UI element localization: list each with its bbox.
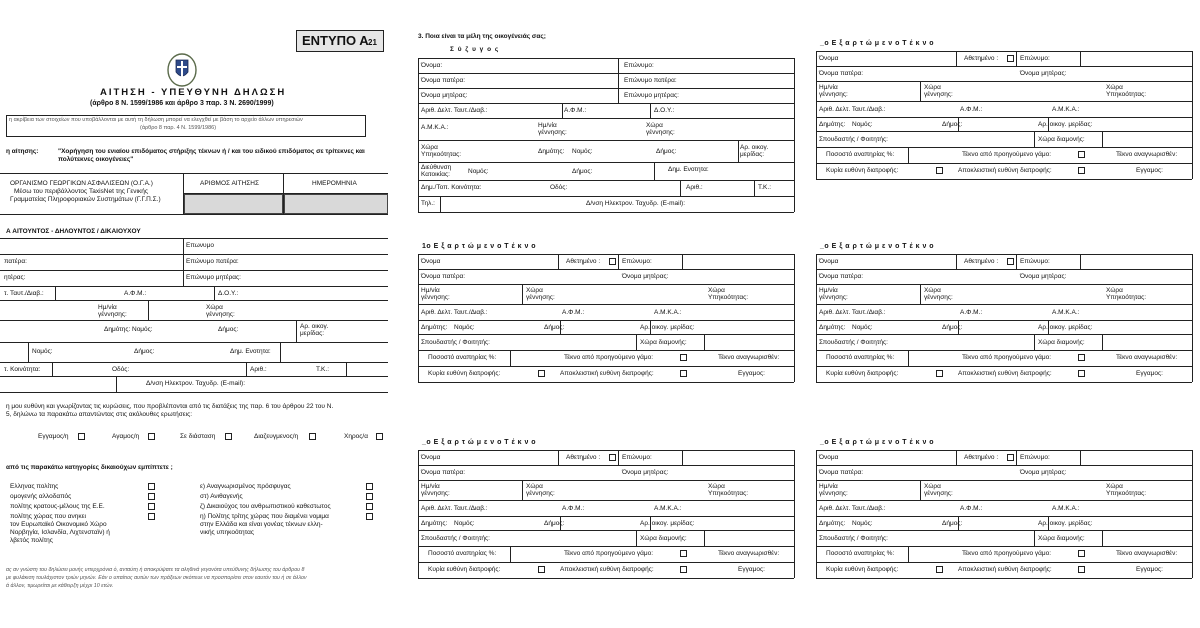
- child-surname: Επώνυμο:: [622, 454, 652, 461]
- child-father-name: Όνομα πατέρα:: [421, 273, 466, 280]
- a-id: τ. Ταυτ./Διαβ.:: [4, 290, 44, 297]
- child-nationality: Χώρα Υπηκοότητας:: [708, 483, 749, 498]
- spouse-prefecture: Νομός:: [572, 148, 593, 155]
- child-family-reg: Αρ. οικογ. μερίδας:: [640, 324, 695, 331]
- dependent-child-block-3: [418, 432, 794, 582]
- child-residence-country: Χώρα διαμονής:: [1038, 136, 1085, 143]
- child-disability: Ποσοστό αναπηρίας %:: [428, 550, 497, 557]
- child-heading: _ο Ε ξ α ρ τ ώ μ ε ν ο Τ έ κ ν ο: [820, 439, 935, 446]
- child-student: Σπουδαστής / Φοιτητής:: [819, 136, 888, 143]
- child-afm: Α.Φ.Μ.:: [960, 505, 983, 512]
- child-student: Σπουδαστής / Φοιτητής:: [421, 535, 490, 542]
- child-custody: Κυρία ευθύνη διατροφής:: [428, 566, 501, 573]
- a-birth-country: Χώρα γέννησης:: [206, 304, 235, 319]
- child-married: Εγγαμος:: [738, 566, 765, 573]
- marital-single: Αγαμος/η: [112, 433, 140, 440]
- child-birth-date: Ημ/νία γέννησης:: [819, 84, 848, 99]
- child-custody: Κυρία ευθύνη διατροφής:: [826, 370, 899, 377]
- child-birth-date: Ημ/νία γέννησης:: [421, 287, 450, 302]
- category-right-2: στ) Ανιθαγενής: [200, 493, 243, 500]
- child-married: Εγγαμος:: [1136, 167, 1163, 174]
- org-line-3: Γραμματείας Πληροφοριακών Συστημάτων (Γ.Γ.Π.Σ.): [10, 196, 161, 203]
- a-father-stub: πατέρα:: [4, 258, 27, 265]
- child-name: Όνομα: [819, 454, 839, 461]
- spouse-municipal-unit: Δημ. Ενοτητα:: [668, 166, 709, 173]
- child-id: Αριθ. Δελτ. Ταυτ./Διαβ.:: [421, 505, 488, 512]
- subject-label: η αίτησης:: [6, 148, 39, 155]
- category-right-1: ε) Αναγνωρισμένος πρόσφυγας: [200, 483, 291, 490]
- child-municipality-2: Δήμος:: [942, 121, 963, 128]
- spouse-email: Δ/νση Ηλεκτρον. Ταχυδρ. (E-mail):: [586, 200, 686, 207]
- child-disability: Ποσοστό αναπηρίας %:: [826, 550, 895, 557]
- a-prefecture: Νομός:: [132, 326, 153, 333]
- child-adopted: Αθετημένο :: [964, 454, 999, 461]
- category-d-checkbox[interactable]: [148, 513, 155, 520]
- child-surname: Επώνυμο:: [622, 258, 652, 265]
- child-recognized: Τέκνο αναγνωρισθέν:: [1116, 550, 1178, 557]
- child-birth-date: Ημ/νία γέννησης:: [819, 287, 848, 302]
- child-previous-marriage: Τέκνο από προηγούμενο γάμο:: [564, 354, 654, 361]
- child-exclusive-custody-checkbox[interactable]: [680, 370, 687, 377]
- child-prefecture: Νομός:: [852, 520, 873, 527]
- a-doy: Δ.Ο.Υ.:: [218, 290, 239, 297]
- org-line-1: ΟΡΓΑΝΙΣΜΟ ΓΕΩΡΓΙΚΩΝ ΑΣΦΑΛΙΣΕΩΝ (Ο.Γ.Α.): [10, 180, 153, 187]
- category-c-checkbox[interactable]: [148, 503, 155, 510]
- child-adopted: Αθετημένο :: [964, 55, 999, 62]
- notice-line-1: η ακρίβεια των στοιχείων που υποβάλλονται με αυτή τη δήλωση μπορεί να ελεγχθεί με βάση το αρχείο άλλων υπηρεσιών: [9, 117, 303, 123]
- category-left-2: ομογενής αλλοδαπός: [10, 493, 72, 500]
- child-name: Όνομα: [421, 258, 441, 265]
- footer-line-3: ά άλλον, τιμωρείται με κάθειρξη μέχρι 10 ετών.: [6, 583, 114, 589]
- child-father-name: Όνομα πατέρα:: [819, 273, 864, 280]
- child-afm: Α.Φ.Μ.:: [562, 309, 585, 316]
- spouse-family-reg: Αρ. οικογ. μερίδας:: [740, 144, 769, 159]
- child-previous-marriage-checkbox[interactable]: [1078, 151, 1085, 158]
- child-heading: _ο Ε ξ α ρ τ ώ μ ε ν ο Τ έ κ ν ο: [820, 40, 935, 47]
- greek-emblem-icon: [166, 52, 198, 88]
- child-afm: Α.Φ.Μ.:: [562, 505, 585, 512]
- footer-line-1: ας αν γνώστη του δηλώσει μονής υπερχρόνια ό, ανταύτη ή αποκρύψατε τα αληθινά γεγονότα υπεύθυνης δήλωσης του άρθρου 8: [6, 567, 305, 573]
- spouse-street: Οδός:: [550, 184, 568, 191]
- child-municipality: Δημότης:: [819, 324, 846, 331]
- child-amka: Α.Μ.Κ.Α.:: [654, 505, 682, 512]
- spouse-father-surname: Επώνυμο πατέρα:: [624, 77, 677, 84]
- a-municipality: Δημότης:: [104, 326, 131, 333]
- child-father-name: Όνομα πατέρα:: [819, 469, 864, 476]
- child-father-name: Όνομα πατέρα:: [421, 469, 466, 476]
- child-recognized: Τέκνο αναγνωρισθέν:: [1116, 354, 1178, 361]
- child-exclusive-custody-checkbox[interactable]: [1078, 370, 1085, 377]
- child-surname: Επώνυμο:: [1020, 454, 1050, 461]
- a-family-reg: Αρ. οικογ. μερίδας:: [300, 323, 329, 338]
- child-disability: Ποσοστό αναπηρίας %:: [826, 354, 895, 361]
- a-afm: Α.Φ.Μ.:: [124, 290, 147, 297]
- spouse-surname: Επώνυμο:: [624, 62, 654, 69]
- categories-title: από τις παρακάτω κατηγορίες δικαιούχων εμπίπτετε ;: [6, 464, 173, 471]
- a-number: Αριθ.:: [250, 366, 267, 373]
- child-municipality: Δημότης:: [819, 121, 846, 128]
- child-married: Εγγαμος:: [1136, 566, 1163, 573]
- child-previous-marriage: Τέκνο από προηγούμενο γάμο:: [962, 151, 1052, 158]
- marital-widowed: Χηρος/α: [344, 433, 368, 440]
- child-afm: Α.Φ.Μ.:: [960, 309, 983, 316]
- category-b-checkbox[interactable]: [148, 493, 155, 500]
- child-exclusive-custody-checkbox[interactable]: [680, 566, 687, 573]
- child-exclusive-custody: Αποκλειστική ευθύνη διατροφής:: [958, 167, 1052, 174]
- a-municipality-3: Δήμος:: [134, 348, 155, 355]
- category-right-3: ζ) Δικαιούχος του ανθρωπιστικού καθεστωτος: [200, 503, 331, 510]
- a-mother-stub: ητέρας:: [4, 274, 26, 281]
- spouse-doy: Δ.Ο.Υ.:: [654, 107, 675, 114]
- child-birth-country: Χώρα γέννησης:: [924, 84, 953, 99]
- declaration-line-1: η μου ευθύνη και γνωρίζοντας τις κυρώσεις, που προβλέπονται από τις διατάξεις της παρ. 6 του άρθρου 22 του Ν.: [6, 403, 334, 410]
- category-left-3: πολίτης κρατους-μέλους της Ε.Ε.: [10, 503, 105, 510]
- spouse-mother-surname: Επώνυμο μητέρας:: [624, 92, 679, 99]
- child-birth-country: Χώρα γέννησης:: [526, 483, 555, 498]
- child-custody-checkbox[interactable]: [538, 370, 545, 377]
- child-municipality: Δημότης:: [421, 324, 448, 331]
- child-residence-country: Χώρα διαμονής:: [640, 535, 687, 542]
- spouse-prefecture-2: Νομός:: [468, 168, 489, 175]
- child-previous-marriage-checkbox[interactable]: [680, 354, 687, 361]
- child-adopted: Αθετημένο :: [566, 258, 601, 265]
- child-residence-country: Χώρα διαμονής:: [1038, 339, 1085, 346]
- child-prefecture: Νομός:: [454, 324, 475, 331]
- spouse-heading: Σ ύ ζ υ γ ο ς: [450, 46, 500, 53]
- child-student: Σπουδαστής / Φοιτητής:: [819, 339, 888, 346]
- child-married: Εγγαμος:: [1136, 370, 1163, 377]
- child-disability: Ποσοστό αναπηρίας %:: [826, 151, 895, 158]
- child-custody: Κυρία ευθύνη διατροφής:: [826, 167, 899, 174]
- category-h-checkbox[interactable]: [366, 513, 373, 520]
- married-checkbox[interactable]: [78, 433, 85, 440]
- child-birth-country: Χώρα γέννησης:: [924, 483, 953, 498]
- child-custody-checkbox[interactable]: [538, 566, 545, 573]
- dependent-child-block-1: [418, 236, 794, 386]
- child-family-reg: Αρ. οικογ. μερίδας:: [1038, 121, 1093, 128]
- child-nationality: Χώρα Υπηκοότητας:: [1106, 483, 1147, 498]
- child-adopted-checkbox[interactable]: [1007, 55, 1014, 62]
- spouse-phone: Τηλ.:: [421, 200, 435, 207]
- child-father-name: Όνομα πατέρα:: [819, 70, 864, 77]
- category-right-4: η) Πολίτης τρίτης χώρας που διαμένει νομιμα: [200, 513, 329, 520]
- child-residence-country: Χώρα διαμονής:: [640, 339, 687, 346]
- a-email: Δ/νση Ηλεκτρον. Ταχυδρ. (E-mail):: [146, 380, 246, 387]
- subject-line-1: "Χορήγηση του ενιαίου επιδόματος στήριξης τέκνων ή / και του ειδικού επιδόματος σε τρίτεκνες και: [58, 148, 365, 155]
- category-right-6: νικής υπηκοότητας: [200, 529, 255, 536]
- category-left-1: Ελληνας πολίτης: [10, 483, 59, 490]
- child-custody-checkbox[interactable]: [936, 167, 943, 174]
- child-exclusive-custody: Αποκλειστική ευθύνη διατροφής:: [560, 370, 654, 377]
- child-custody-checkbox[interactable]: [936, 370, 943, 377]
- a-municipal-unit: Δημ. Ενοτητα:: [230, 348, 271, 355]
- date-label: ΗΜΕΡΟΜΗΝΙΑ: [312, 180, 357, 187]
- child-adopted: Αθετημένο :: [964, 258, 999, 265]
- child-id: Αριθ. Δελτ. Ταυτ./Διαβ.:: [819, 309, 886, 316]
- child-previous-marriage-checkbox[interactable]: [1078, 354, 1085, 361]
- divorced-checkbox[interactable]: [309, 433, 316, 440]
- child-residence-country: Χώρα διαμονής:: [1038, 535, 1085, 542]
- org-line-2: Μέσω του περιβάλλοντος TaxisNet της Γενικής: [14, 188, 148, 195]
- application-number-field[interactable]: [184, 194, 283, 214]
- child-student: Σπουδαστής / Φοιτητής:: [819, 535, 888, 542]
- child-adopted-checkbox[interactable]: [609, 258, 616, 265]
- family-members-heading: 3. Ποια είναι τα μέλη της οικογένειάς σας;: [418, 33, 546, 40]
- child-mother-name: Όνομα μητέρας:: [1020, 70, 1067, 77]
- child-heading: _ο Ε ξ α ρ τ ώ μ ε ν ο Τ έ κ ν ο: [422, 439, 537, 446]
- form-subtitle: (άρθρο 8 Ν. 1599/1986 και άρθρο 3 παρ. 3 Ν. 2690/1999): [90, 100, 274, 107]
- child-mother-name: Όνομα μητέρας:: [1020, 273, 1067, 280]
- child-mother-name: Όνομα μητέρας:: [622, 273, 669, 280]
- spouse-afm: Α.Φ.Μ.:: [564, 107, 587, 114]
- spouse-father-name: Όνομα πατέρα:: [421, 77, 466, 84]
- child-custody: Κυρία ευθύνη διατροφής:: [826, 566, 899, 573]
- child-birth-country: Χώρα γέννησης:: [526, 287, 555, 302]
- child-birth-date: Ημ/νία γέννησης:: [421, 483, 450, 498]
- child-previous-marriage: Τέκνο από προηγούμενο γάμο:: [564, 550, 654, 557]
- child-adopted: Αθετημένο :: [566, 454, 601, 461]
- section-a-title: Α ΑΙΤΟΥΝΤΟΣ - ΔΗΛΟΥΝΤΟΣ / ΔΙΚΑΙΟΥΧΟΥ: [6, 228, 141, 235]
- child-exclusive-custody: Αποκλειστική ευθύνη διατροφής:: [958, 370, 1052, 377]
- form-code: ΕΝΤΥΠΟ Α: [302, 33, 369, 48]
- spouse-postcode: Τ.Κ.:: [758, 184, 772, 191]
- spouse-name: Όνομα:: [421, 62, 443, 69]
- child-birth-country: Χώρα γέννησης:: [924, 287, 953, 302]
- spouse-id: Αριθ. Δελτ. Ταυτ./Διαβ.:: [421, 107, 488, 114]
- spouse-residence: Διεύθυνση Κατοικίας:: [421, 164, 452, 179]
- a-prefecture-2: Νομός:: [32, 348, 53, 355]
- child-mother-name: Όνομα μητέρας:: [1020, 469, 1067, 476]
- a-father-surname: Επώνυμο πατέρα:: [186, 258, 239, 265]
- child-recognized: Τέκνο αναγνωρισθέν:: [1116, 151, 1178, 158]
- marital-divorced: Διαζευγμενος/η: [254, 433, 299, 440]
- child-previous-marriage: Τέκνο από προηγούμενο γάμο:: [962, 550, 1052, 557]
- child-adopted-checkbox[interactable]: [1007, 258, 1014, 265]
- child-prefecture: Νομός:: [852, 121, 873, 128]
- subject-line-2: πολύτεκνες οικογένειες": [58, 156, 134, 163]
- child-prefecture: Νομός:: [454, 520, 475, 527]
- spouse-community: Δημ./Τοπ. Κοινότητα:: [421, 184, 482, 191]
- a-surname: Επωνυμο: [186, 242, 214, 249]
- a-birth-date: Ημ/νία γέννησης:: [98, 304, 127, 319]
- child-married: Εγγαμος:: [738, 370, 765, 377]
- spouse-birth-country: Χώρα γέννησης:: [646, 122, 675, 137]
- child-amka: Α.Μ.Κ.Α.:: [1052, 505, 1080, 512]
- child-custody-checkbox[interactable]: [936, 566, 943, 573]
- category-left-4: πολίτης χώρας που ανηκει: [10, 513, 86, 520]
- page-main-form: [0, 0, 390, 628]
- spouse-mother-name: Όνομα μητέρας:: [421, 92, 468, 99]
- form-title: ΑΙΤΗΣΗ - ΥΠΕΥΘΥΝΗ ΔΗΛΩΣΗ: [100, 87, 287, 98]
- child-family-reg: Αρ. οικογ. μερίδας:: [1038, 520, 1093, 527]
- category-f-checkbox[interactable]: [366, 493, 373, 500]
- child-previous-marriage-checkbox[interactable]: [1078, 550, 1085, 557]
- child-heading: 1ο Ε ξ α ρ τ ώ μ ε ν ο Τ έ κ ν ο: [422, 243, 537, 250]
- child-municipality-2: Δήμος:: [544, 324, 565, 331]
- widowed-checkbox[interactable]: [376, 433, 383, 440]
- form-code-number: 21: [368, 38, 377, 47]
- spouse-section: [418, 0, 796, 215]
- child-municipality: Δημότης:: [421, 520, 448, 527]
- child-exclusive-custody-checkbox[interactable]: [1078, 167, 1085, 174]
- spouse-municipality: Δημότης:: [538, 148, 565, 155]
- child-name: Όνομα: [819, 55, 839, 62]
- child-municipality: Δημότης:: [819, 520, 846, 527]
- child-municipality-2: Δήμος:: [544, 520, 565, 527]
- child-prefecture: Νομός:: [852, 324, 873, 331]
- declaration-line-2: 5, δηλώνω τα παρακάτω απαντώντας στις ακόλουθες ερωτήσεις:: [6, 411, 193, 418]
- child-exclusive-custody: Αποκλειστική ευθύνη διατροφής:: [958, 566, 1052, 573]
- category-a-checkbox[interactable]: [148, 483, 155, 490]
- application-number-label: ΑΡΙΘΜΟΣ ΑΙΤΗΣΗΣ: [200, 180, 260, 187]
- marital-separated: Σε διάσταση: [180, 433, 216, 440]
- child-adopted-checkbox[interactable]: [1007, 454, 1014, 461]
- a-municipality-2: Δήμος:: [218, 326, 239, 333]
- child-family-reg: Αρ. οικογ. μερίδας:: [640, 520, 695, 527]
- category-g-checkbox[interactable]: [366, 503, 373, 510]
- child-surname: Επώνυμο:: [1020, 258, 1050, 265]
- a-mother-surname: Επώνυμο μητέρας:: [186, 274, 241, 281]
- child-family-reg: Αρ. οικογ. μερίδας:: [1038, 324, 1093, 331]
- child-exclusive-custody-checkbox[interactable]: [1078, 566, 1085, 573]
- child-nationality: Χώρα Υπηκοότητας:: [708, 287, 749, 302]
- spouse-nationality: Χώρα Υπηκοότητας:: [421, 144, 462, 159]
- a-street: Οδός:: [112, 366, 130, 373]
- category-left-7: λβετός πολίτης: [10, 537, 53, 544]
- child-heading: _ο Ε ξ α ρ τ ώ μ ε ν ο Τ έ κ ν ο: [820, 243, 935, 250]
- child-previous-marriage-checkbox[interactable]: [680, 550, 687, 557]
- spouse-number: Αριθ.:: [686, 184, 703, 191]
- child-afm: Α.Φ.Μ.:: [960, 106, 983, 113]
- spouse-amka: Α.Μ.Κ.Α.:: [421, 124, 449, 131]
- category-e-checkbox[interactable]: [366, 483, 373, 490]
- notice-line-2: (άρθρο 8 παρ. 4 Ν. 1599/1986): [140, 125, 217, 131]
- child-id: Αριθ. Δελτ. Ταυτ./Διαβ.:: [819, 505, 886, 512]
- marital-married: Εγγαμος/η: [38, 433, 69, 440]
- spouse-municipality-2: Δήμος:: [656, 148, 677, 155]
- child-nationality: Χώρα Υπηκοότητας:: [1106, 84, 1147, 99]
- category-right-5: στην Ελλάδα και είναι γονέας τέκνων ελλη-: [200, 521, 323, 528]
- child-disability: Ποσοστό αναπηρίας %:: [428, 354, 497, 361]
- dependent-child-block-2: [816, 236, 1192, 386]
- child-amka: Α.Μ.Κ.Α.:: [1052, 106, 1080, 113]
- child-municipality-2: Δήμος:: [942, 324, 963, 331]
- dependent-child-block-4: [816, 432, 1192, 582]
- a-postcode: Τ.Κ.:: [316, 366, 330, 373]
- child-nationality: Χώρα Υπηκοότητας:: [1106, 287, 1147, 302]
- category-left-5: τον Ευρωπαϊκό Οικονομικό Χώρο: [10, 521, 107, 528]
- child-student: Σπουδαστής / Φοιτητής:: [421, 339, 490, 346]
- dependent-child-block-5: [816, 33, 1192, 183]
- category-left-6: Νορβηγία, Ισλανδία, Λιχτενσταϊν) ή: [10, 529, 110, 536]
- child-municipality-2: Δήμος:: [942, 520, 963, 527]
- footer-line-2: με φυλάκιση τουλάχιστον τριών μηνών. Εάν ο υπαίτιος αυτών των πράξεων σκόπευε να προσπορίσει στον εαυτόν του ή σε άλλον: [6, 575, 307, 581]
- child-surname: Επώνυμο:: [1020, 55, 1050, 62]
- child-id: Αριθ. Δελτ. Ταυτ./Διαβ.:: [421, 309, 488, 316]
- child-amka: Α.Μ.Κ.Α.:: [654, 309, 682, 316]
- child-name: Όνομα: [421, 454, 441, 461]
- child-birth-date: Ημ/νία γέννησης:: [819, 483, 848, 498]
- child-recognized: Τέκνο αναγνωρισθέν:: [718, 354, 780, 361]
- date-field[interactable]: [284, 194, 388, 214]
- spouse-municipality-3: Δήμος:: [572, 168, 593, 175]
- child-id: Αριθ. Δελτ. Ταυτ./Διαβ.:: [819, 106, 886, 113]
- spouse-birth-date: Ημ/νία γέννησης:: [538, 122, 567, 137]
- separated-checkbox[interactable]: [225, 433, 232, 440]
- child-custody: Κυρία ευθύνη διατροφής:: [428, 370, 501, 377]
- child-previous-marriage: Τέκνο από προηγούμενο γάμο:: [962, 354, 1052, 361]
- child-name: Όνομα: [819, 258, 839, 265]
- single-checkbox[interactable]: [148, 433, 155, 440]
- child-exclusive-custody: Αποκλειστική ευθύνη διατροφής:: [560, 566, 654, 573]
- child-mother-name: Όνομα μητέρας:: [622, 469, 669, 476]
- child-recognized: Τέκνο αναγνωρισθέν:: [718, 550, 780, 557]
- child-amka: Α.Μ.Κ.Α.:: [1052, 309, 1080, 316]
- a-community: τ. Κοινότητα:: [4, 366, 41, 373]
- child-adopted-checkbox[interactable]: [609, 454, 616, 461]
